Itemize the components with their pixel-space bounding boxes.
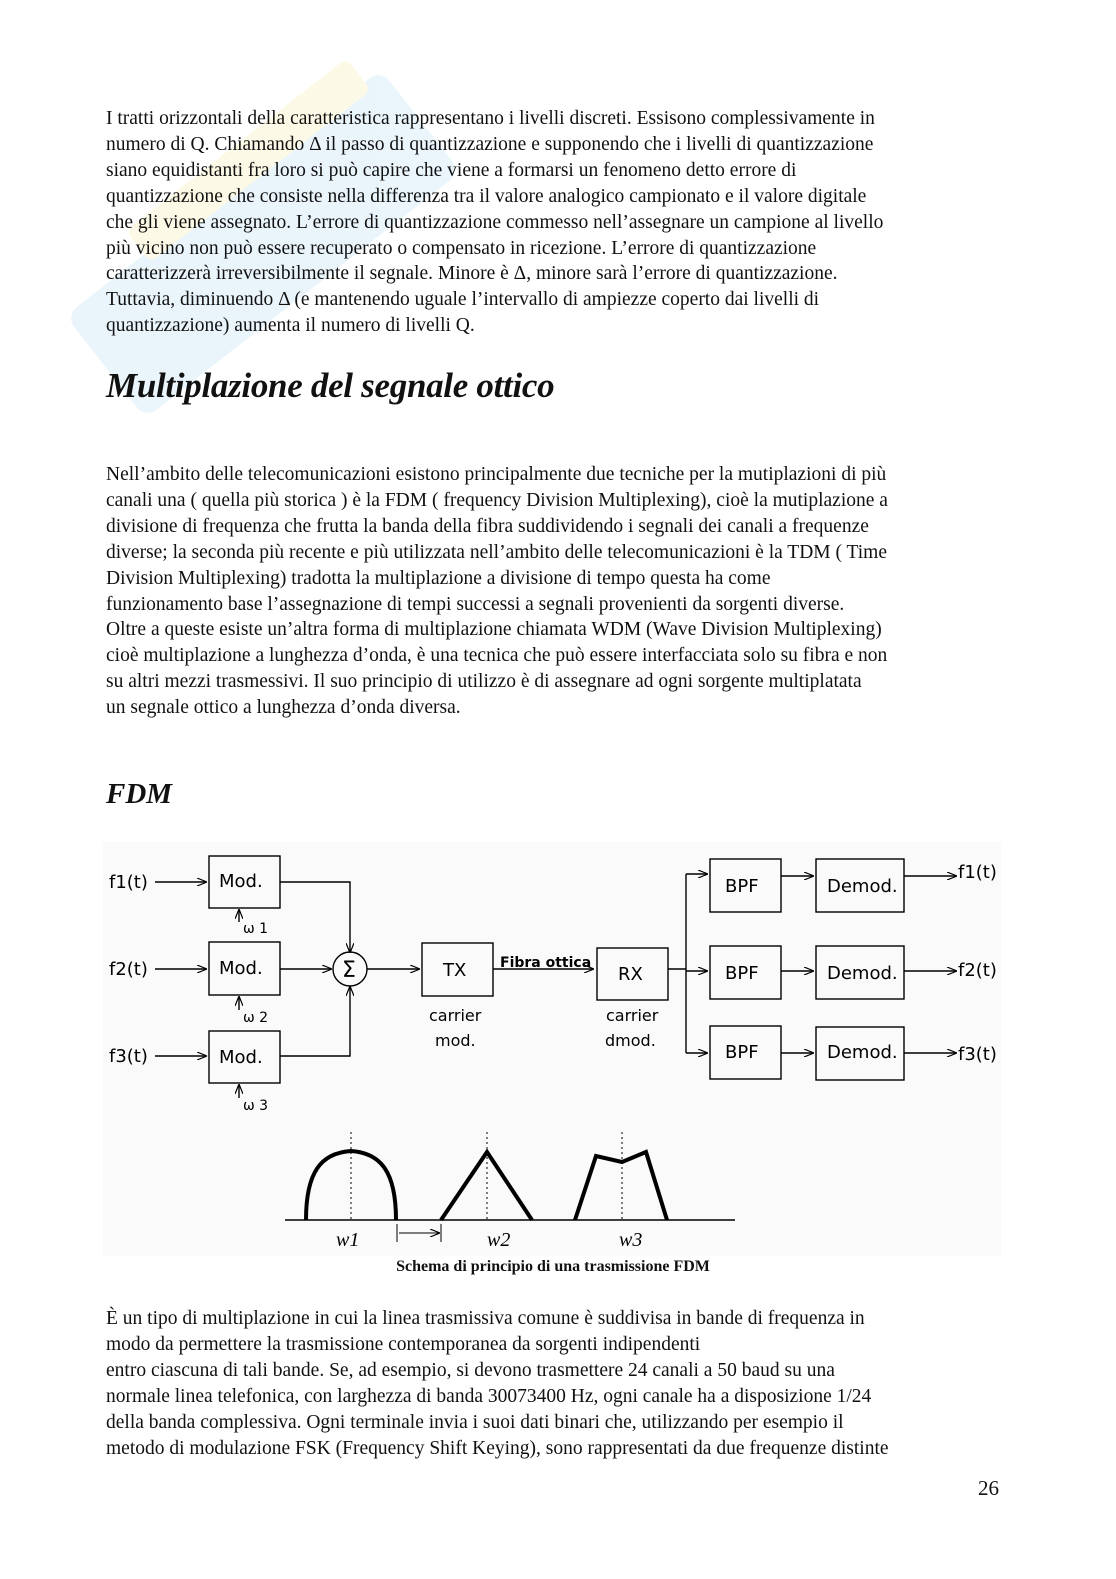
rx-label: RX [618, 964, 643, 985]
mod-label-3: Mod. [219, 1047, 263, 1068]
rx-sub-dmod: dmod. [605, 1031, 656, 1050]
spectrum-label-w1: w1 [336, 1229, 360, 1251]
output-label-3: f3(t) [958, 1044, 997, 1065]
spectrum-band-1 [306, 1151, 396, 1220]
figure-caption: Schema di principio di una trasmissione FDM [396, 1258, 710, 1275]
tx-label: TX [443, 960, 467, 981]
spectrum-plot [285, 1132, 735, 1242]
mod-label-2: Mod. [219, 958, 263, 979]
bpf-label-1: BPF [725, 876, 759, 897]
demod-label-3: Demod. [827, 1042, 898, 1063]
tx-sub-mod: mod. [435, 1031, 476, 1050]
output-label-1: f1(t) [958, 862, 997, 883]
sum-symbol: Σ [342, 958, 356, 983]
fiber-label: Fibra ottica [500, 955, 592, 971]
output-label-2: f2(t) [958, 960, 997, 981]
mod-label-1: Mod. [219, 871, 263, 892]
bpf-label-3: BPF [725, 1042, 759, 1063]
demod-label-2: Demod. [827, 963, 898, 984]
omega-label-2: ω 2 [243, 1010, 269, 1026]
tx-sub-carrier: carrier [429, 1006, 482, 1025]
bpf-label-2: BPF [725, 963, 759, 984]
demod-label-1: Demod. [827, 876, 898, 897]
spectrum-label-w3: w3 [619, 1229, 643, 1251]
paragraph-multiplazione: Nell’ambito delle telecomunicazioni esistono principalmente due tecniche per la mutiplazioni di più canali una ( quella più storica ) è la FDM ( frequency Division Multiplexing), cioè la mutiplazione a divisione di frequenza che frutta la banda della fibra suddividendo i segnali dei canali a frequenze diverse; la seconda più recente e più utilizzata nell’ambito delle telecomunicazioni è la TDM ( Time Division Multiplexing) tradotta la multiplazione a divisione di tempo questa ha come funzionamento base l’assegnazione di tempi successi a segnali provenienti da sorgenti diverse. Oltre a queste esiste un’altra forma di multiplazione chiamata WDM (Wave Division Multiplexing) cioè multiplazione a lunghezza d’onda, è una tecnica che può essere interfacciata solo su fibra e non su altri mezzi trasmessivi. Il suo principio di utilizzo è di assegnare ad ogni sorgente multiplatata un segnale ottico a lunghezza d’onda diversa. [106, 464, 888, 719]
input-label-1: f1(t) [109, 872, 148, 893]
fdm-diagram [103, 842, 1001, 1256]
omega-label-3: ω 3 [243, 1098, 269, 1114]
page-number: 26 [978, 1476, 999, 1500]
section-heading-fdm: FDM [106, 778, 173, 810]
omega-label-1: ω 1 [243, 921, 269, 937]
input-label-3: f3(t) [109, 1046, 148, 1067]
input-label-2: f2(t) [109, 959, 148, 980]
paragraph-fdm: È un tipo di multiplazione in cui la linea trasmissiva comune è suddivisa in bande di frequenza in modo da permettere la trasmissione contemporanea da sorgenti indipendenti entro ciascuna di tali bande. Se, ad esempio, si devono trasmettere 24 canali a 50 baud su una normale linea telefonica, con larghezza di banda 30073400 Hz, ogni canale ha a disposizione 1/24 della banda complessiva. Ogni terminale invia i suoi dati binari che, utilizzando per esempio il metodo di modulazione FSK (Frequency Shift Keying), sono rappresentati da due frequenze distinte [106, 1308, 889, 1459]
spectrum-label-w2: w2 [487, 1229, 511, 1251]
section-heading-multiplazione: Multiplazione del segnale ottico [106, 366, 555, 405]
paragraph-quantization: I tratti orizzontali della caratteristica rappresentano i livelli discreti. Essisono complessivamente in numero di Q. Chiamando Δ il passo di quantizzazione e supponendo che i livelli di quantizzazione siano equidistanti fra loro si può capire che viene a formarsi un fenomeno detto errore di quantizzazione che consiste nella differenza tra il valore analogico campionato e il valore digitale che gli viene assegnato. L’errore di quantizzazione commesso nell’assegnare un campione al livello più vicino non può essere recuperato o compensato in ricezione. L’errore di quantizzazione caratterizzerà irreversibilmente il segnale. Minore è Δ, minore sarà l’errore di quantizzazione. Tuttavia, diminuendo Δ (e mantenendo uguale l’intervallo di ampiezze coperto dai livelli di quantizzazione) aumenta il numero di livelli Q. [106, 108, 884, 337]
rx-sub-carrier: carrier [606, 1006, 659, 1025]
spectrum-band-3 [575, 1152, 667, 1220]
